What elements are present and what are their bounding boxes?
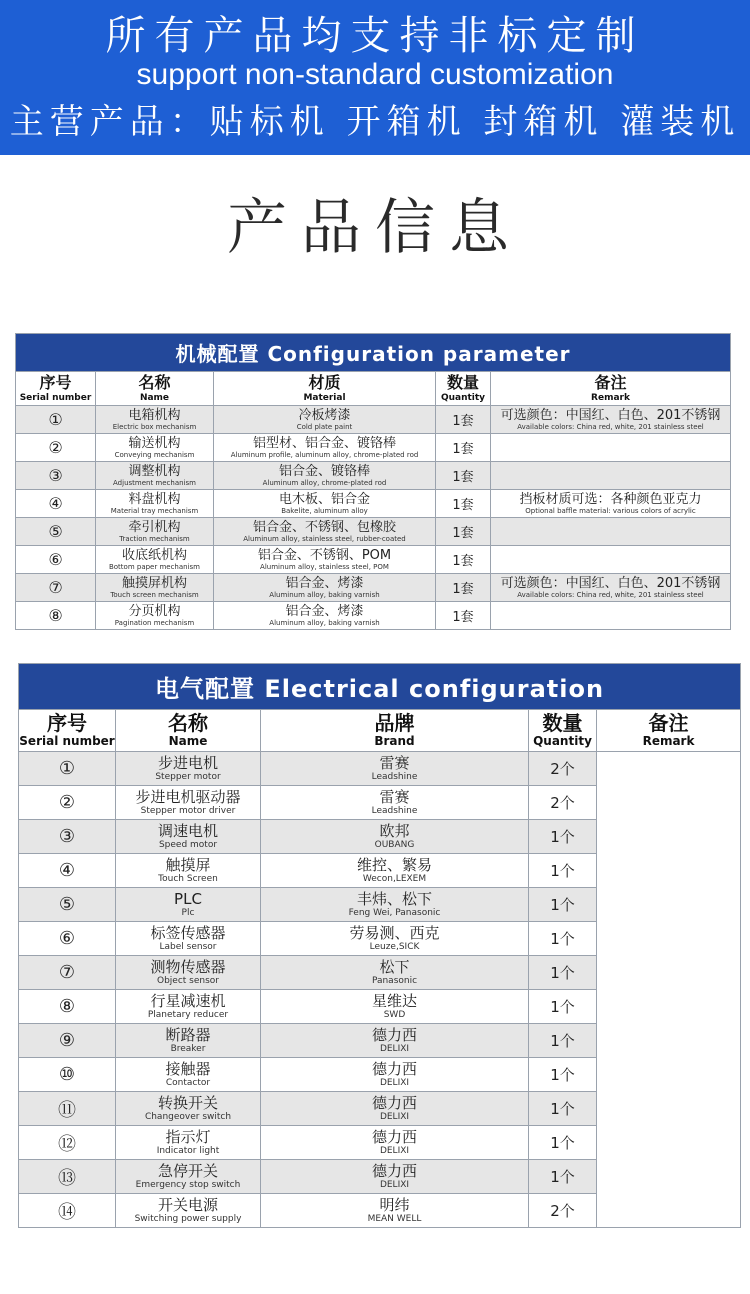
brand-cn: 星维达 [371,991,417,1010]
quantity-cell: 1个 [529,1024,597,1058]
name-cell [96,546,214,574]
name-en: Electric box mechanism [112,422,197,431]
name-en: Traction mechanism [119,534,190,543]
serial-number-cell: ① [19,752,116,786]
serial-number-cell: ⑥ [16,546,96,574]
column-header-remark [491,372,731,406]
column-header-sublabel: Remark [642,734,695,748]
brand-cn: 德力西 [371,1161,417,1180]
column-header-name [96,372,214,406]
electrical-config-caption: 电气配置 Electrical configuration [19,664,741,710]
brand-en: Leadshine [371,771,418,782]
name-cn: 输送机构 [128,435,181,451]
column-header-sublabel: Quantity [440,392,486,403]
name-cn: 标签传感器 [150,923,226,942]
name-cn: 测物传感器 [150,957,226,976]
name-en: Stepper motor [155,771,221,782]
serial-number-cell: ① [16,406,96,434]
name-en: Plc [181,907,195,918]
name-en: Conveying mechanism [114,450,195,459]
quantity-cell: 1个 [529,990,597,1024]
name-cell [116,1092,261,1126]
electrical-config-table [18,663,741,1228]
serial-number-cell: ⑧ [19,990,116,1024]
brand-en: Wecon,LEXEM [362,873,427,884]
quantity-cell: 1个 [529,888,597,922]
name-cn: 步进电机驱动器 [135,787,241,806]
brand-cell [261,888,529,922]
brand-cell [261,1194,529,1228]
name-cn: 料盘机构 [128,491,181,507]
name-cell [116,1024,261,1058]
column-header-label: 品牌 [374,711,415,735]
serial-number-cell: ⑩ [19,1058,116,1092]
quantity-cell: 2个 [529,786,597,820]
brand-cell [261,1160,529,1194]
material-cell [214,574,436,602]
brand-cell [261,922,529,956]
remark-cell [491,490,731,518]
brand-en: DELIXI [379,1043,410,1054]
material-cell [214,434,436,462]
name-cn: 急停开关 [157,1161,218,1180]
name-cell [96,462,214,490]
brand-cn: 松下 [379,957,410,976]
name-cell [96,574,214,602]
brand-en: Panasonic [371,975,418,986]
brand-cn: 德力西 [371,1059,417,1078]
name-cell [116,888,261,922]
name-cell [116,752,261,786]
name-en: Breaker [170,1043,206,1054]
column-header-sublabel: Serial number [19,734,115,748]
remark-cell [491,434,731,462]
table-row [16,462,731,490]
material-en: Aluminum alloy, baking varnish [269,618,380,627]
serial-number-cell: ⑦ [19,956,116,990]
name-cell [116,1126,261,1160]
serial-number-cell: ⑤ [19,888,116,922]
column-header-name [116,710,261,752]
material-en: Aluminum alloy, chrome-plated rod [262,478,387,487]
name-en: Stepper motor driver [140,805,236,816]
remark-cell [491,406,731,434]
column-header-sublabel: Material [303,392,346,403]
remark-cell [491,546,731,574]
column-header-brand [261,710,529,752]
serial-number-cell: ③ [19,820,116,854]
quantity-cell: 1个 [529,922,597,956]
brand-cell [261,1024,529,1058]
quantity-cell: 1个 [529,1126,597,1160]
quantity-cell: 2个 [529,1194,597,1228]
material-cn: 铝合金、不锈钢、POM [257,547,392,563]
material-cn: 铝合金、镀铬棒 [278,463,370,479]
remark-cn: 可选颜色：中国红、白色、201不锈钢 [500,575,721,591]
table-row [16,518,731,546]
name-en: Bottom paper mechanism [108,562,201,571]
column-header-label: 备注 [594,372,627,392]
brand-cn: 明纬 [379,1195,410,1214]
material-cell [214,546,436,574]
material-cn: 铝型材、铝合金、镀铬棒 [252,435,396,451]
name-cell [116,820,261,854]
brand-cn: 德力西 [371,1127,417,1146]
brand-cn: 丰炜、松下 [356,889,432,908]
quantity-cell: 1套 [436,546,491,574]
column-header-serial-number [16,372,96,406]
remark-cn: 挡板材质可选：各种颜色亚克力 [519,491,702,507]
material-en: Aluminum alloy, stainless steel, POM [260,562,389,571]
brand-cn: 德力西 [371,1025,417,1044]
name-cell [96,518,214,546]
brand-en: DELIXI [379,1179,410,1190]
serial-number-cell: ⑪ [19,1092,116,1126]
material-cell [214,602,436,630]
column-header-sublabel: Remark [591,392,630,403]
table-row [16,574,731,602]
name-cn: 断路器 [165,1025,211,1044]
banner-customization-en: support non-standard customization [136,58,614,91]
serial-number-cell: ③ [16,462,96,490]
serial-number-cell: ② [16,434,96,462]
column-header-material [214,372,436,406]
brand-en: Feng Wei, Panasonic [348,907,441,918]
remark-cell [491,602,731,630]
name-cn: 分页机构 [128,603,181,619]
serial-number-cell: ④ [19,854,116,888]
name-cell [96,602,214,630]
material-en: Aluminum alloy, stainless steel, rubber-coated [243,534,406,543]
quantity-cell: 1套 [436,574,491,602]
remark-en: Available colors: China red, white, 201 stainless steel [517,590,704,599]
name-cn: 开关电源 [157,1195,218,1214]
name-en: Switching power supply [134,1213,242,1224]
brand-en: OUBANG [374,839,415,850]
brand-en: MEAN WELL [367,1213,422,1224]
table-row [19,752,741,786]
name-en: Material tray mechanism [110,506,199,515]
quantity-cell: 1套 [436,434,491,462]
banner-customization-cn: 所有产品均支持非标定制 [105,13,645,59]
name-cn: 触摸屏 [165,855,211,874]
name-cn: PLC [174,889,202,908]
column-header-label: 数量 [542,711,583,735]
name-cell [116,990,261,1024]
column-header-sublabel: Name [139,392,170,403]
brand-en: SWD [383,1009,406,1020]
serial-number-cell: ⑫ [19,1126,116,1160]
material-cell [214,462,436,490]
brand-cell [261,1092,529,1126]
remark-cn: 可选颜色：中国红、白色、201不锈钢 [500,407,721,423]
name-en: Contactor [165,1077,211,1088]
material-cn: 冷板烤漆 [298,407,351,423]
name-cell [96,406,214,434]
column-header-label: 序号 [47,711,87,735]
quantity-cell: 2个 [529,752,597,786]
serial-number-cell: ⑬ [19,1160,116,1194]
brand-en: Leadshine [371,805,418,816]
remark-cell [491,462,731,490]
mechanical-config-table [15,333,731,630]
column-header-sublabel: Name [168,734,208,748]
column-header-label: 材质 [308,372,341,392]
name-en: Indicator light [156,1145,220,1156]
brand-en: DELIXI [379,1077,410,1088]
brand-cell [261,854,529,888]
name-en: Pagination mechanism [114,618,195,627]
brand-en: DELIXI [379,1111,410,1122]
column-header-sublabel: Quantity [533,734,592,748]
quantity-cell: 1个 [529,854,597,888]
material-en: Aluminum profile, aluminum alloy, chrome-plated rod [230,450,419,459]
material-en: Bakelite, aluminum alloy [281,506,368,515]
quantity-cell: 1套 [436,602,491,630]
serial-number-cell: ④ [16,490,96,518]
name-cn: 接触器 [165,1059,211,1078]
brand-cn: 欧邦 [379,821,410,840]
brand-cell [261,990,529,1024]
serial-number-cell: ⑥ [19,922,116,956]
page-title: 产品信息 [227,193,523,263]
serial-number-cell: ⑤ [16,518,96,546]
quantity-cell: 1个 [529,1058,597,1092]
banner-main-products: 主营产品：贴标机 开箱机 封箱机 灌装机 [9,102,741,142]
name-cell [96,490,214,518]
name-cn: 触摸屏机构 [121,575,187,591]
material-cn: 铝合金、不锈钢、包橡胶 [252,519,396,535]
quantity-cell: 1个 [529,820,597,854]
serial-number-cell: ⑦ [16,574,96,602]
column-header-label: 备注 [648,711,689,735]
name-en: Planetary reducer [147,1009,229,1020]
name-cn: 指示灯 [165,1127,211,1146]
column-header-sublabel: Serial number [19,392,92,403]
table-row [16,434,731,462]
column-header-serial-number [19,710,116,752]
brand-cell [261,1058,529,1092]
table-row [16,490,731,518]
remark-cell [491,518,731,546]
quantity-cell: 1套 [436,490,491,518]
remark-cell [491,574,731,602]
brand-cn: 维控、繁易 [356,855,432,874]
name-cell [116,956,261,990]
material-en: Cold plate paint [296,422,353,431]
name-cell [116,1160,261,1194]
name-cn: 步进电机 [157,753,218,772]
name-cell [116,922,261,956]
name-cell [116,786,261,820]
name-cn: 收底纸机构 [121,547,187,563]
name-cell [116,1194,261,1228]
material-cn: 铝合金、烤漆 [285,575,364,591]
brand-cn: 雷赛 [379,787,410,806]
name-cn: 转换开关 [157,1093,218,1112]
name-cell [116,854,261,888]
material-cell [214,406,436,434]
brand-cell [261,786,529,820]
brand-cn: 劳易测、西克 [349,923,440,942]
column-header-remark [597,710,741,752]
serial-number-cell: ⑧ [16,602,96,630]
brand-cell [261,1126,529,1160]
name-en: Speed motor [158,839,218,850]
material-cell [214,518,436,546]
table-row [16,546,731,574]
brand-en: DELIXI [379,1145,410,1156]
column-header-label: 名称 [138,372,171,392]
brand-cell [261,752,529,786]
serial-number-cell: ② [19,786,116,820]
quantity-cell: 1套 [436,406,491,434]
name-cell [96,434,214,462]
table-row [16,406,731,434]
brand-cell [261,820,529,854]
quantity-cell: 1套 [436,518,491,546]
column-header-label: 名称 [168,711,208,735]
name-cn: 牵引机构 [128,519,181,535]
column-header-label: 数量 [446,372,479,392]
name-en: Changeover switch [144,1111,232,1122]
name-cell [116,1058,261,1092]
name-cn: 调整机构 [128,463,181,479]
column-header-label: 序号 [39,372,72,392]
name-cn: 电箱机构 [128,407,181,423]
quantity-cell: 1套 [436,462,491,490]
material-cn: 电木板、铝合金 [278,491,370,507]
remark-en: Optional baffle material: various colors of acrylic [525,506,696,515]
name-en: Touch screen mechanism [110,590,199,599]
header-banner [0,0,750,155]
brand-cell [261,956,529,990]
name-cn: 调速电机 [157,821,218,840]
name-en: Object sensor [157,975,219,986]
name-en: Label sensor [159,941,217,952]
name-en: Emergency stop switch [135,1179,241,1190]
name-cn: 行星减速机 [150,991,226,1010]
column-header-quantity [529,710,597,752]
brand-cn: 德力西 [371,1093,417,1112]
name-en: Adjustment mechanism [113,478,196,487]
material-en: Aluminum alloy, baking varnish [269,590,380,599]
remark-en: Available colors: China red, white, 201 stainless steel [517,422,704,431]
brand-cn: 雷赛 [379,753,410,772]
quantity-cell: 1个 [529,956,597,990]
remark-cell [597,752,741,1228]
column-header-quantity [436,372,491,406]
name-en: Touch Screen [158,873,218,884]
mechanical-config-caption: 机械配置 Configuration parameter [16,334,731,372]
quantity-cell: 1个 [529,1160,597,1194]
material-cell [214,490,436,518]
brand-en: Leuze,SICK [369,941,420,952]
column-header-sublabel: Brand [374,734,415,748]
quantity-cell: 1个 [529,1092,597,1126]
serial-number-cell: ⑨ [19,1024,116,1058]
serial-number-cell: ⑭ [19,1194,116,1228]
table-row [16,602,731,630]
material-cn: 铝合金、烤漆 [285,603,364,619]
